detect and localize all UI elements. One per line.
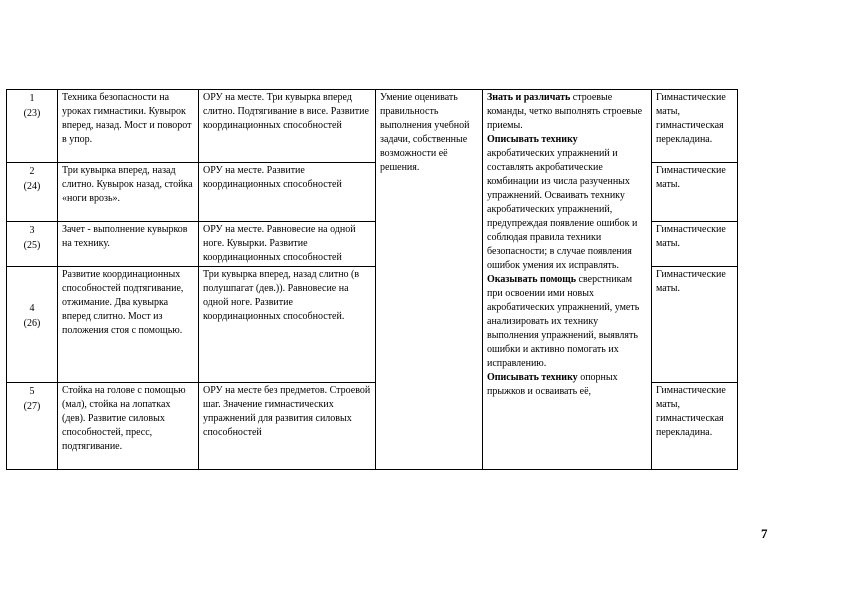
lesson-topic: Развитие координационных способностей подтягивание, отжимание. Два кувырка вперед слитно. Мост из положения стоя с помощью. bbox=[58, 267, 199, 383]
lesson-topic: Три кувырка вперед, назад слитно. Кувырок назад, стойка «ноги врозь». bbox=[58, 163, 199, 222]
lesson-number-cell bbox=[7, 222, 58, 267]
lesson-content: Три кувырка вперед, назад слитно (в полушпагат (дев.)). Равновесие на одной ноге. Развитие координационных способностей. bbox=[199, 267, 376, 383]
lesson-number-cell bbox=[7, 90, 58, 163]
lesson-total-number: (26) bbox=[23, 318, 41, 329]
activity-bold: Оказывать помощь bbox=[487, 274, 577, 285]
skills-cell: Умение оценивать правильность выполнения учебной задачи, собственные возможности её решения. bbox=[376, 90, 483, 470]
lesson-content: ОРУ на месте. Три кувырка вперед слитно. Подтягивание в висе. Развитие координационных способностей bbox=[199, 90, 376, 163]
activity-text: опорных прыжков и осваивать её, bbox=[487, 372, 618, 397]
lesson-number-cell bbox=[7, 267, 58, 383]
activity-bold: Описывать технику bbox=[487, 134, 578, 145]
activity-text: акробатических упражнений и составлять акробатические комбинации из числа разученных упражнений. Осваивать технику акробатических упражнений, предупреждая появление ошибок и соблюдая правила техники безопасности; в случае появления ошибок умения их исправлять. bbox=[487, 148, 638, 271]
activity-bold: Описывать технику bbox=[487, 372, 578, 383]
lesson-plan-table bbox=[6, 89, 738, 470]
activity-text: сверстникам при освоении ими новых акробатических упражнений, уметь анализировать их технику выполнения упражнений, выявлять ошибки и активно помогать их исправлению. bbox=[487, 274, 640, 369]
lesson-content: ОРУ на месте. Равновесие на одной ноге. Кувырки. Развитие координационных способностей bbox=[199, 222, 376, 267]
lesson-total-number: (24) bbox=[23, 181, 41, 192]
activities-cell bbox=[483, 90, 652, 470]
lesson-number-cell bbox=[7, 383, 58, 470]
lesson-number: 5 bbox=[29, 386, 35, 397]
lesson-total-number: (23) bbox=[23, 108, 41, 119]
lesson-topic: Стойка на голове с помощью (мал), стойка на лопатках (дев). Развитие силовых способностей, пресс, подтягивание. bbox=[58, 383, 199, 470]
table-row bbox=[7, 90, 738, 163]
lesson-number: 2 bbox=[29, 166, 35, 177]
activity-bold: Знать и различать bbox=[487, 92, 571, 103]
lesson-number: 4 bbox=[29, 303, 35, 314]
lesson-content: ОРУ на месте. Развитие координационных способностей bbox=[199, 163, 376, 222]
equipment: Гимнастические маты. bbox=[652, 222, 738, 267]
lesson-number-cell bbox=[7, 163, 58, 222]
lesson-content: ОРУ на месте без предметов. Строевой шаг. Значение гимнастических упражнений для развития силовых способностей bbox=[199, 383, 376, 470]
equipment: Гимнастические маты. bbox=[652, 267, 738, 383]
page-number: 7 bbox=[761, 526, 768, 541]
equipment: Гимнастические маты, гимнастическая перекладина. bbox=[652, 383, 738, 470]
lesson-total-number: (25) bbox=[23, 240, 41, 251]
lesson-total-number: (27) bbox=[23, 401, 41, 412]
lesson-number: 3 bbox=[29, 225, 35, 236]
equipment: Гимнастические маты. bbox=[652, 163, 738, 222]
lesson-topic: Техника безопасности на уроках гимнастики. Кувырок вперед, назад. Мост и поворот в упор. bbox=[58, 90, 199, 163]
activity-text: строевые команды, четко выполнять строевые приемы. bbox=[487, 92, 643, 131]
equipment: Гимнастические маты, гимнастическая перекладина. bbox=[652, 90, 738, 163]
lesson-number: 1 bbox=[29, 93, 35, 104]
lesson-topic: Зачет - выполнение кувырков на технику. bbox=[58, 222, 199, 267]
